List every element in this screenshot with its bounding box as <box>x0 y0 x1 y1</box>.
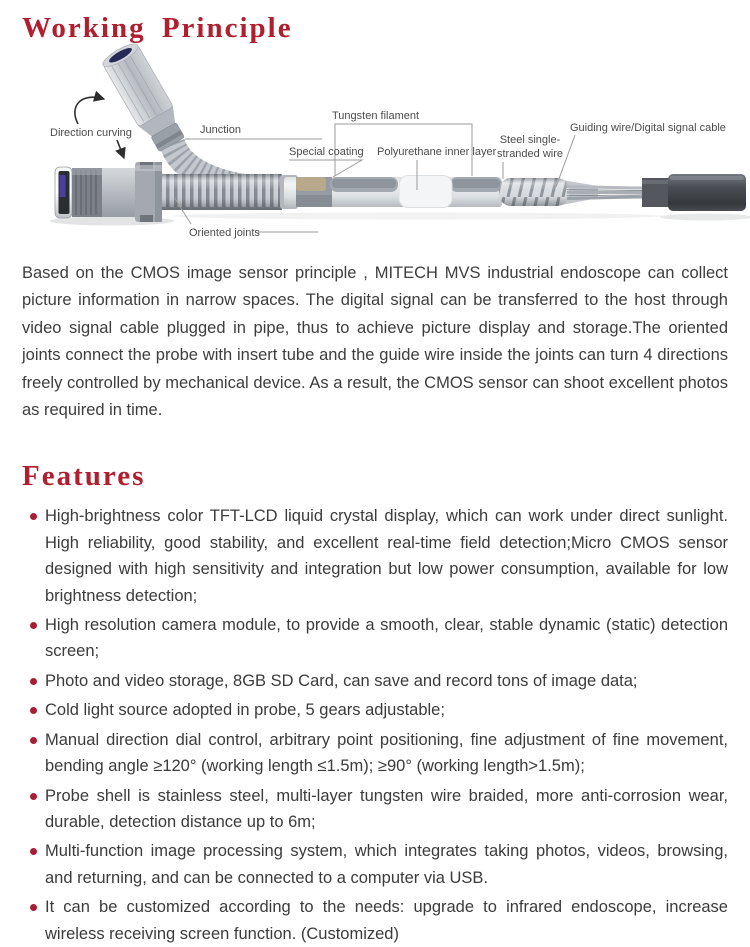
endoscope-diagram <box>22 47 728 252</box>
feature-item <box>22 697 728 723</box>
label-polyurethane-inner-layer: Polyurethane inner layer <box>377 146 497 158</box>
shadow <box>660 214 750 221</box>
bullet-icon <box>30 622 37 629</box>
bullet-icon <box>30 737 37 744</box>
feature-item-text: Multi-function image processing system, which integrates taking photos, videos, browsing, and returning, and can be connected to a computer via USB. <box>45 842 728 887</box>
label-special-coating: Special coating <box>289 146 364 158</box>
label-guiding-wire: Guiding wire/Digital signal cable <box>570 122 726 134</box>
feature-item-text: It can be customized according to the needs: upgrade to infrared endoscope, increase wireless receiving screen function. (Customized) <box>45 898 728 943</box>
bullet-icon <box>30 678 37 685</box>
curved-arrow-icon <box>75 97 104 124</box>
bullet-icon <box>30 793 37 800</box>
endoscope-diagram-svg <box>22 47 728 252</box>
feature-item <box>22 894 728 947</box>
features-list <box>22 503 728 947</box>
bullet-icon <box>30 513 37 520</box>
feature-item <box>22 727 728 780</box>
shadow <box>172 213 662 220</box>
bullet-icon <box>30 904 37 911</box>
special-coating-section <box>296 177 332 207</box>
feature-item <box>22 838 728 891</box>
cable-connector <box>642 174 746 211</box>
feature-item-text: Cold light source adopted in probe, 5 gears adjustable; <box>45 701 445 720</box>
feature-item-text: High-brightness color TFT-LCD liquid crystal display, which can work under direct sunlight. High reliability, good stability, and excellent real-time field detection;Micro CMOS sensor designed with high sensitivity and integration but low power consumption, available for low brightness detection; <box>45 507 728 605</box>
feature-item <box>22 783 728 836</box>
working-principle-title: Working Principle <box>22 12 293 44</box>
down-arrow-icon <box>117 140 124 158</box>
label-direction-curving: Direction curving <box>50 127 132 139</box>
feature-item-text: Photo and video storage, 8GB SD Card, can save and record tons of image data; <box>45 671 638 690</box>
label-oriented-joints: Oriented joints <box>189 227 260 239</box>
label-steel-wire-line1: Steel single- <box>499 134 561 146</box>
working-principle-paragraph: Based on the CMOS image sensor principle , MITECH MVS industrial endoscope can collect picture information in narrow spaces. The digital signal can be transferred to the host through video signal cable plugged in pipe, thus to achieve picture display and storage.The oriented joints connect the probe with insert tube and the guide wire inside the joints can turn 4 directions freely controlled by mechanical device. As a result, the CMOS sensor can shoot excellent photos as required in time. <box>22 264 728 420</box>
feature-item-text: Probe shell is stainless steel, multi-layer tungsten wire braided, more anti-corrosion wear, durable, detection distance up to 6m; <box>45 786 728 831</box>
bullet-icon <box>30 707 37 714</box>
feature-item <box>22 503 728 609</box>
label-junction: Junction <box>200 124 241 136</box>
feature-item-text: Manual direction dial control, arbitrary point positioning, fine adjustment of fine movement, bending angle ≥120° (working length ≤1.5m); ≥90° (working length>1.5m); <box>45 730 728 776</box>
bullet-icon <box>30 848 37 855</box>
features-title: Features <box>22 460 146 493</box>
polyurethane-section <box>399 176 452 208</box>
feature-item-text: High resolution camera module, to provide a smooth, clear, stable dynamic (static) detection screen; <box>45 616 728 661</box>
label-tungsten-filament: Tungsten filament <box>332 110 420 122</box>
label-steel-wire-line2: stranded wire <box>496 148 564 160</box>
feature-item <box>22 612 728 665</box>
page <box>0 12 750 947</box>
insert-tube <box>280 175 502 209</box>
camera-head <box>55 162 162 222</box>
feature-item <box>22 668 728 694</box>
